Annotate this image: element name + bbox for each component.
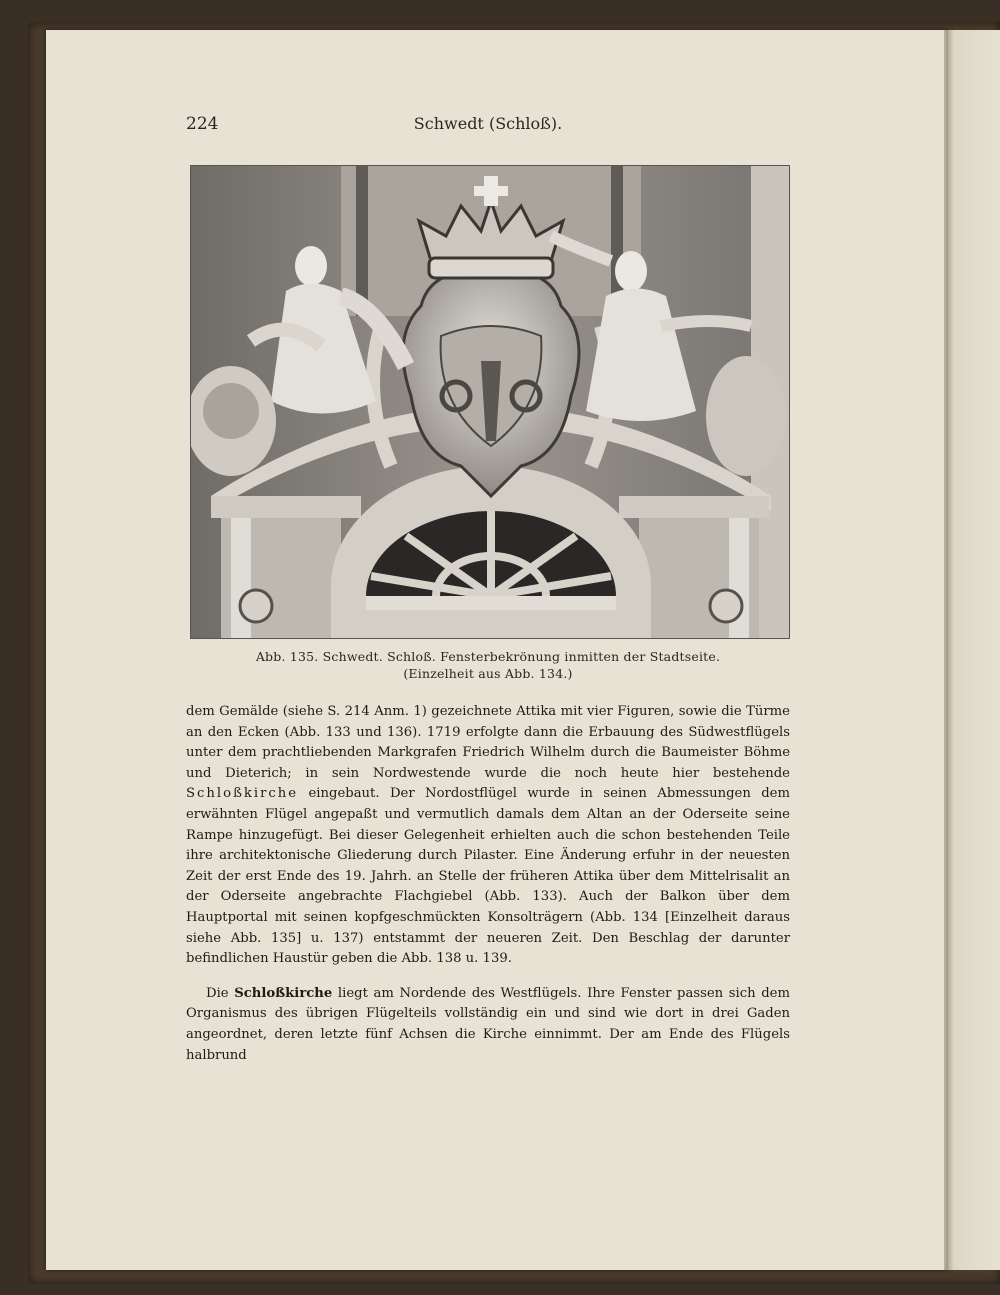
caption-line-1: Abb. 135. Schwedt. Schloß. Fensterbekrönung inmitten der Stadtseite. — [255, 649, 721, 664]
paragraph-2-text-a: Die — [206, 985, 235, 1001]
spaced-term: Schloßkirche — [186, 786, 299, 802]
paragraph-1-text-a: dem Gemälde (siehe S. 214 Anm. 1) gezeichnete Attika mit vier Figuren, sowie die Türme an den Ecken (Abb. 133 und 136). 1719 erfolgte dann die Erbauung des Südwestflügels unter dem prachtliebenden Markgrafen Friedrich Wilhelm durch die Baumeister Böhme und Dieterich; in sein Nordwestende wurde die noch heute hier bestehende — [186, 704, 790, 781]
page-number: 224 — [186, 114, 219, 134]
paragraph-2-text-b: liegt am Nordende des Westflügels. Ihre Fenster passen sich dem Organismus des übrigen Flügelteils vollständig ein und sind wie dort in drei Gaden angeordnet, deren letzte fünf Achsen die Kirche einnimmt. Der am Ende des Flügels halbrund — [186, 985, 790, 1063]
paragraph-2 — [186, 984, 790, 1066]
caption-line-2: (Einzelheit aus Abb. 134.) — [403, 666, 573, 681]
facing-page-edge — [948, 30, 1000, 1270]
running-title: Schwedt (Schloß). — [413, 114, 563, 133]
body-text — [186, 702, 790, 1066]
running-head — [186, 114, 790, 138]
figure-caption — [186, 648, 790, 682]
paragraph-1-text-b: eingebaut. Der Nordostflügel wurde in seinen Abmessungen dem erwähnten Flügel angepaßt und vermutlich damals dem Altan an der Oderseite seine Rampe hinzugefügt. Bei dieser Gelegenheit erhielten auch die schon bestehenden Teile ihre architektonische Gliederung durch Pilaster. Eine Änderung erfuhr in der neuesten Zeit der erst Ende des 19. Jahrh. an Stelle der früheren Attika über dem Mittelrisalit an der Oderseite angebrachte Flachgiebel (Abb. 133). Auch der Balkon über dem Hauptportal mit seinen kopfgeschmückten Konsolträgern (Abb. 134 [Einzelheit daraus siehe Abb. 135] u. 137) entstammt der neueren Zeit. Den Beschlag der darunter befindlichen Haustür geben die Abb. 138 u. 139. — [186, 786, 790, 967]
figure-photo — [190, 165, 790, 639]
window-crown-illustration — [191, 166, 789, 638]
paragraph-1 — [186, 702, 790, 970]
bold-term: Schloßkirche — [234, 985, 333, 1001]
